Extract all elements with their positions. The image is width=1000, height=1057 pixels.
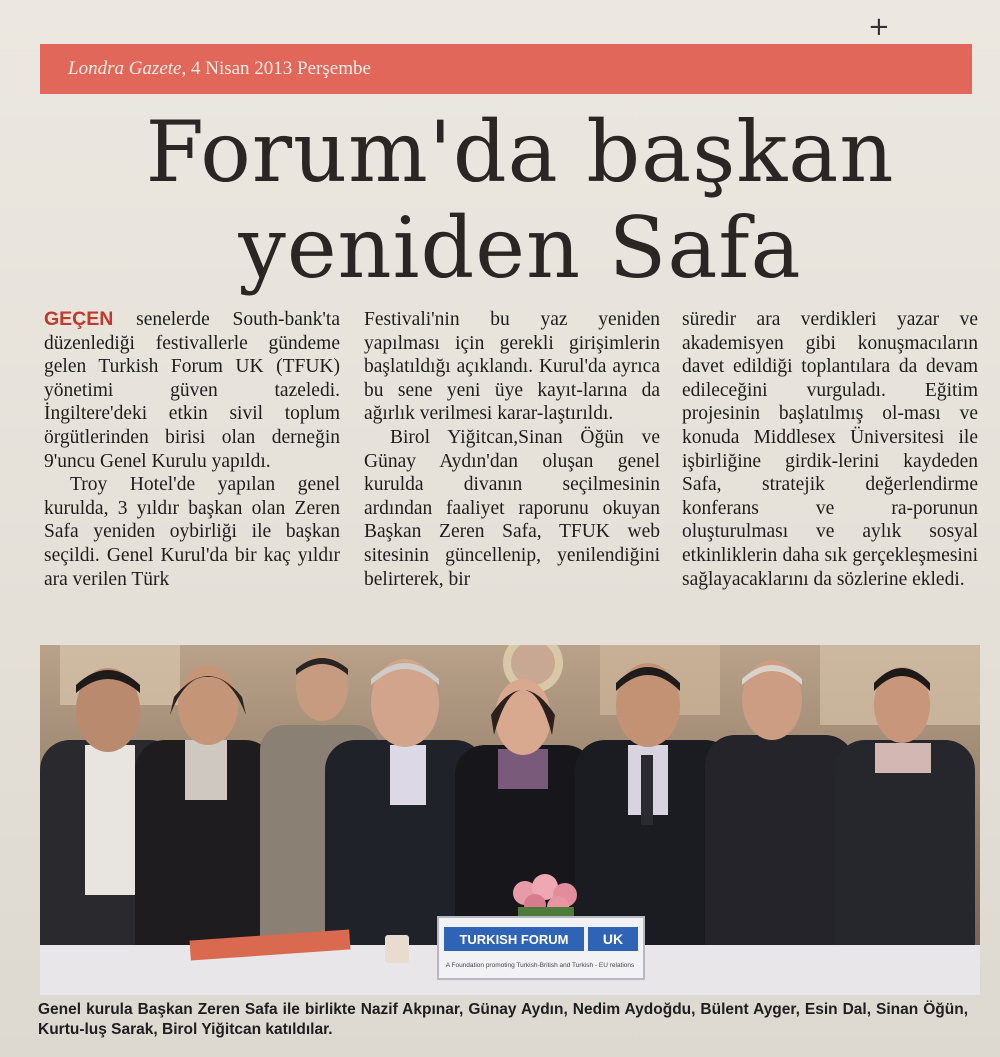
paragraph (44, 308, 340, 473)
paragraph: Festivali'nin bu yaz yeniden yapılması için gerekli girişimlerin başlatıldığı açıklandı. Kurul'da ayrıca bu sene yeni üye kayıt-larına da ağırlık verilmesi karar-laştırıldı. (364, 309, 660, 425)
header-dateline (68, 58, 371, 80)
article-column-2 (364, 308, 660, 591)
paragraph: Troy Hotel'de yapılan genel kurulda, 3 yıldır başkan olan Zeren Safa yeniden oybirliği ile başkan seçildi. Genel Kurul'da bir kaç yıldır ara verilen Türk (44, 474, 340, 590)
registration-mark: + (868, 12, 890, 42)
turkish-forum-sign (438, 917, 644, 979)
article-column-1 (44, 308, 340, 591)
group-photo-illustration (40, 645, 980, 995)
paragraph: Birol Yiğitcan,Sinan Öğün ve Günay Aydın'dan oluşan genel kurulda divanın seçilmesinin ardından faaliyet raporunu okuyan Başkan Zeren Safa, TFUK web sitesinin güncellenip, yenilendiğini belirterek, bir (364, 426, 660, 590)
group-photo (40, 645, 980, 995)
headline-line-2: yeniden Safa (238, 199, 802, 297)
headline-line-1: Forum'da başkan (145, 103, 895, 201)
paragraph-text: senelerde South-bank'ta düzenlediği festivallerle gündeme gelen Turkish Forum UK (TFUK) yönetimi güven tazeledi. İngiltere'deki etkin sivil toplum örgütlerinden birisi olan derneğin 9'uncu Genel Kurulu yapıldı. (44, 309, 340, 472)
sign-title: TURKISH FORUM (459, 932, 569, 947)
headline (40, 104, 1000, 296)
sign-subtitle: A Foundation promoting Turkish-British and Turkish - EU relations (445, 962, 635, 969)
lead-word: GEÇEN (44, 308, 114, 330)
issue-date: , 4 Nisan 2013 Perşembe (181, 58, 371, 79)
article-column-3 (682, 308, 978, 591)
paragraph: süredir ara verdikleri yazar ve akademisyen gibi konuşmacıların davet edildiği toplantılara da devam edileceğini vurguladı. Eğitim projesinin başlatılmış ol-ması ve konuda Middlesex Üniversitesi ile işbirliğine girdik-lerini kaydeden Safa, stratejik değerlendirme konferans ve ra-porunun oluşturulması ve aylık sosyal etkinliklerin daha sık gerçekleşmesini sağlayacaklarını da sözlerine ekledi. (682, 309, 978, 590)
photo-caption: Genel kurula Başkan Zeren Safa ile birlikte Nazif Akpınar, Günay Aydın, Nedim Aydoğdu, Bülent Ayger, Esin Dal, Sinan Öğün, Kurtu-luş Sarak, Birol Yiğitcan katıldılar. (38, 1001, 968, 1038)
sign-badge: UK (602, 931, 624, 947)
coffee-cup (385, 935, 409, 963)
publication-name: Londra Gazete (68, 58, 182, 79)
